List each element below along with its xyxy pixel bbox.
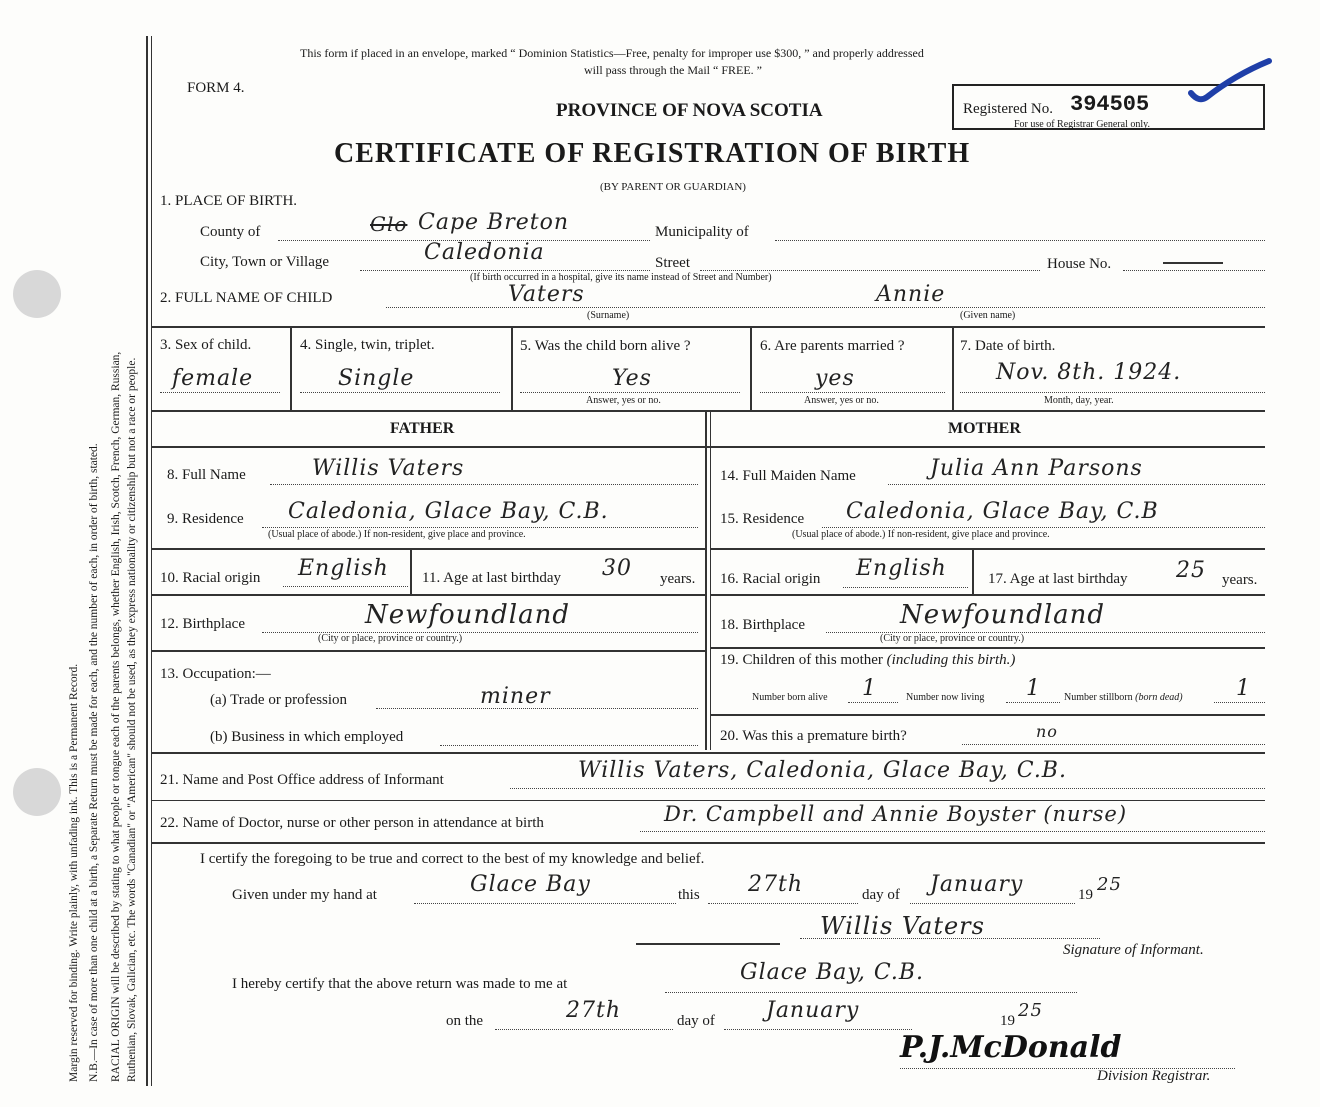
born-alive-value[interactable]: 1 [862,676,877,701]
reg-dayof-label: day of [677,1013,715,1029]
postal-notice-2: will pass through the Mail “ FREE. ” [584,63,762,77]
father-race-label: 10. Racial origin [160,570,261,586]
box-div-1 [290,328,292,410]
hospital-note: (If birth occurred in a hospital, give its name instead of Street and Number) [470,272,772,283]
reg-year[interactable]: 25 [1018,1000,1043,1021]
county-value[interactable]: Cape Breton [418,210,570,235]
mother-res-line [822,527,1265,528]
mother-age-years: years. [1222,572,1258,588]
street-label: Street [655,255,690,271]
mother-rule-4 [711,714,1265,716]
reg-place[interactable]: Glace Bay, C.B. [740,960,925,985]
mother-rule-1 [711,548,1265,550]
margin-note-4: Ruthenian, Slovak, Galician, etc. The words "Canadian" or "American" should not be used, as they express nationality or citizenship but not a race or people. [126,357,138,1082]
mother-age-label: 17. Age at last birthday [988,571,1128,587]
rule-after-informant [152,800,1265,801]
dob-line [960,392,1265,393]
dob-label: 7. Date of birth. [960,338,1056,354]
dob-value[interactable]: Nov. 8th. 1924. [996,360,1182,385]
father-res-value[interactable]: Caledonia, Glace Bay, C.B. [288,499,609,524]
dob-caption: Month, day, year. [1044,395,1114,406]
child-name-label: 2. FULL NAME OF CHILD [160,290,333,306]
surname-caption: (Surname) [587,310,630,321]
child-surname[interactable]: Vaters [508,282,585,307]
informant-value[interactable]: Willis Vaters, Caledonia, Glace Bay, C.B. [578,758,1067,783]
mother-race-div [972,550,974,594]
father-age-label: 11. Age at last birthday [422,570,561,586]
certificate-title: CERTIFICATE OF REGISTRATION OF BIRTH [334,138,971,169]
informant-label: 21. Name and Post Office address of Informant [160,772,444,788]
attendant-value[interactable]: Dr. Campbell and Annie Boyster (nurse) [664,802,1128,826]
registered-label: Registered No. [963,101,1053,117]
reg-day-line [495,1029,673,1030]
certificate-subtitle: (BY PARENT OR GUARDIAN) [600,181,746,193]
alive-caption: Answer, yes or no. [586,395,661,406]
trade-value[interactable]: miner [480,684,551,709]
given-place[interactable]: Glace Bay [470,872,591,897]
given-caption: (Given name) [960,310,1016,321]
on-the-label: on the [446,1013,484,1029]
mother-res-label: 15. Residence [720,511,805,527]
father-name-value[interactable]: Willis Vaters [312,456,465,481]
father-rule-1 [152,548,705,550]
mother-rule-2 [711,594,1265,596]
mother-heading: MOTHER [948,420,1021,437]
father-bp-value[interactable]: Newfoundland [365,600,571,630]
business-label: (b) Business in which employed [210,729,404,745]
reg-day[interactable]: 27th [566,998,622,1023]
sex-value[interactable]: female [172,366,254,391]
rule-after-attendant [152,842,1265,844]
father-heading: FATHER [390,420,455,437]
margin-rule [146,36,148,1086]
father-name-line [270,484,698,485]
premature-line [962,744,1265,745]
house-dash [1163,262,1223,264]
parents-divider-2 [710,410,711,750]
registrar-line: I hereby certify that the above return was made to me at [232,976,568,992]
house-label: House No. [1047,256,1112,272]
single-value[interactable]: Single [338,366,415,391]
mother-age-value[interactable]: 25 [1176,558,1206,583]
informant-line [510,788,1265,789]
reg-year-prefix: 19 [1000,1013,1015,1029]
reg-month-line [724,1029,912,1030]
place-heading: 1. PLACE OF BIRTH. [160,193,298,209]
attendant-label: 22. Name of Doctor, nurse or other person in attendance at birth [160,815,544,831]
house-line [1123,270,1265,271]
this-label: this [678,887,700,903]
mother-rule-3 [711,647,1265,649]
reg-month[interactable]: January [766,998,860,1023]
registrar-signature: P.J.McDonald [900,1030,1122,1065]
married-line [760,392,945,393]
occupation-label: 13. Occupation:— [160,666,271,682]
mother-bp-caption: (City or place, province or country.) [880,633,1025,644]
county-struck: Glo [370,212,408,236]
stillborn-value[interactable]: 1 [1236,676,1251,701]
father-name-label: 8. Full Name [167,467,246,483]
municipality-label: Municipality of [655,224,749,240]
alive-value[interactable]: Yes [612,366,652,391]
living-label: Number now living [906,692,985,703]
informant-sig-caption: Signature of Informant. [1063,942,1204,958]
father-rule-2 [152,594,705,596]
dayof-label: day of [862,887,900,903]
father-race-div [410,550,412,594]
city-line [360,270,650,271]
province-heading: PROVINCE OF NOVA SCOTIA [556,100,823,121]
born-alive-line [848,702,898,703]
living-value[interactable]: 1 [1026,676,1041,701]
rule-under-headings [152,446,1265,448]
box-div-4 [952,328,954,410]
children-label-text: 19. Children of this mother [720,652,883,668]
father-res-label: 9. Residence [167,511,244,527]
mother-name-line [888,484,1265,485]
stillborn-label [1064,692,1183,703]
rule-after-parents [152,752,1265,754]
single-line [300,392,500,393]
stillborn-label-text: Number stillborn [1064,692,1133,703]
stillborn-line [1214,702,1265,703]
postal-notice-1: This form if placed in an envelope, marked “ Dominion Statistics—Free, penalty for improper use $300, ” and properly addressed [300,46,924,60]
box-div-2 [511,328,513,410]
given-month[interactable]: January [930,872,1024,897]
married-value[interactable]: yes [815,366,855,391]
margin-note-1: Margin reserved for binding. Write plainly, with unfading ink. This is a Permanent Record. [68,663,80,1082]
separator-rule [636,943,780,945]
street-line [700,270,1040,271]
box-div-3 [750,328,752,410]
margin-rule-2 [151,36,152,1086]
punch-hole-bottom [13,768,61,816]
registrar-caption: Division Registrar. [1097,1068,1211,1084]
certify-line: I certify the foregoing to be true and correct to the best of my knowledge and belief. [200,851,705,867]
mother-res-caption: (Usual place of abode.) If non-resident, give place and province. [792,529,1050,540]
premature-value[interactable]: no [1036,722,1058,741]
check-mark-icon [1185,55,1275,105]
informant-sig-line [800,938,1100,939]
parents-divider [705,410,707,750]
stillborn-label-note: (born dead) [1135,692,1183,703]
given-month-line [910,903,1075,904]
married-label: 6. Are parents married ? [760,338,905,354]
margin-note-2: N.B.—In case of more than one child at a birth, a Separate Return must be made for each, and the number of each, in order of birth, stated. [88,443,100,1082]
form-number: FORM 4. [187,80,245,96]
alive-line [520,392,740,393]
father-age-years: years. [660,571,696,587]
mother-race-value[interactable]: English [856,556,947,581]
mother-race-line [843,587,968,588]
mother-bp-value[interactable]: Newfoundland [900,600,1106,630]
margin-note-3: RACIAL ORIGIN will be described by stating to what people or tongue each of the parents belongs, whether English, Irish, Scotch, French, German, Russian, [110,351,122,1082]
given-day-line [708,903,858,904]
rule-after-details [152,410,1265,412]
father-res-line [262,527,698,528]
father-race-line [283,586,408,587]
father-bp-label: 12. Birthplace [160,616,245,632]
father-race-value[interactable]: English [298,556,389,581]
municipality-line [775,240,1265,241]
mother-race-label: 16. Racial origin [720,571,821,587]
father-res-caption: (Usual place of abode.) If non-resident, give place and province. [268,529,526,540]
child-name-line [386,307,1265,308]
mother-name-value[interactable]: Julia Ann Parsons [930,456,1143,481]
punch-hole-top [13,270,61,318]
given-label: Given under my hand at [232,887,377,903]
city-value[interactable]: Caledonia [424,240,545,265]
reg-place-line [665,992,1077,993]
attendant-line [640,831,1265,832]
year-prefix: 19 [1078,887,1093,903]
mother-bp-label: 18. Birthplace [720,617,805,633]
married-caption: Answer, yes or no. [804,395,879,406]
mother-name-label: 14. Full Maiden Name [720,468,856,484]
children-label [720,652,1015,669]
sex-line [160,392,280,393]
children-label-note: (including this birth.) [886,652,1016,668]
father-rule-3 [152,650,705,652]
trade-label: (a) Trade or profession [210,692,348,708]
county-label: County of [200,224,261,240]
informant-signature: Willis Vaters [820,912,985,940]
business-line [440,745,698,746]
alive-label: 5. Was the child born alive ? [520,338,691,354]
given-place-line [414,903,676,904]
registered-number: 394505 [1070,92,1150,117]
child-given-name[interactable]: Annie [876,282,946,307]
given-day[interactable]: 27th [748,872,804,897]
born-alive-label: Number born alive [752,692,828,703]
living-line [1006,702,1060,703]
rule-after-name [152,326,1265,328]
given-year[interactable]: 25 [1097,874,1122,895]
city-label: City, Town or Village [200,254,330,270]
premature-label: 20. Was this a premature birth? [720,728,907,744]
registered-note: For use of Registrar General only. [1014,119,1150,130]
father-bp-caption: (City or place, province or country.) [318,633,463,644]
father-age-value[interactable]: 30 [602,556,632,581]
single-label: 4. Single, twin, triplet. [300,337,435,353]
mother-res-value[interactable]: Caledonia, Glace Bay, C.B [846,499,1159,524]
sex-label: 3. Sex of child. [160,337,252,353]
